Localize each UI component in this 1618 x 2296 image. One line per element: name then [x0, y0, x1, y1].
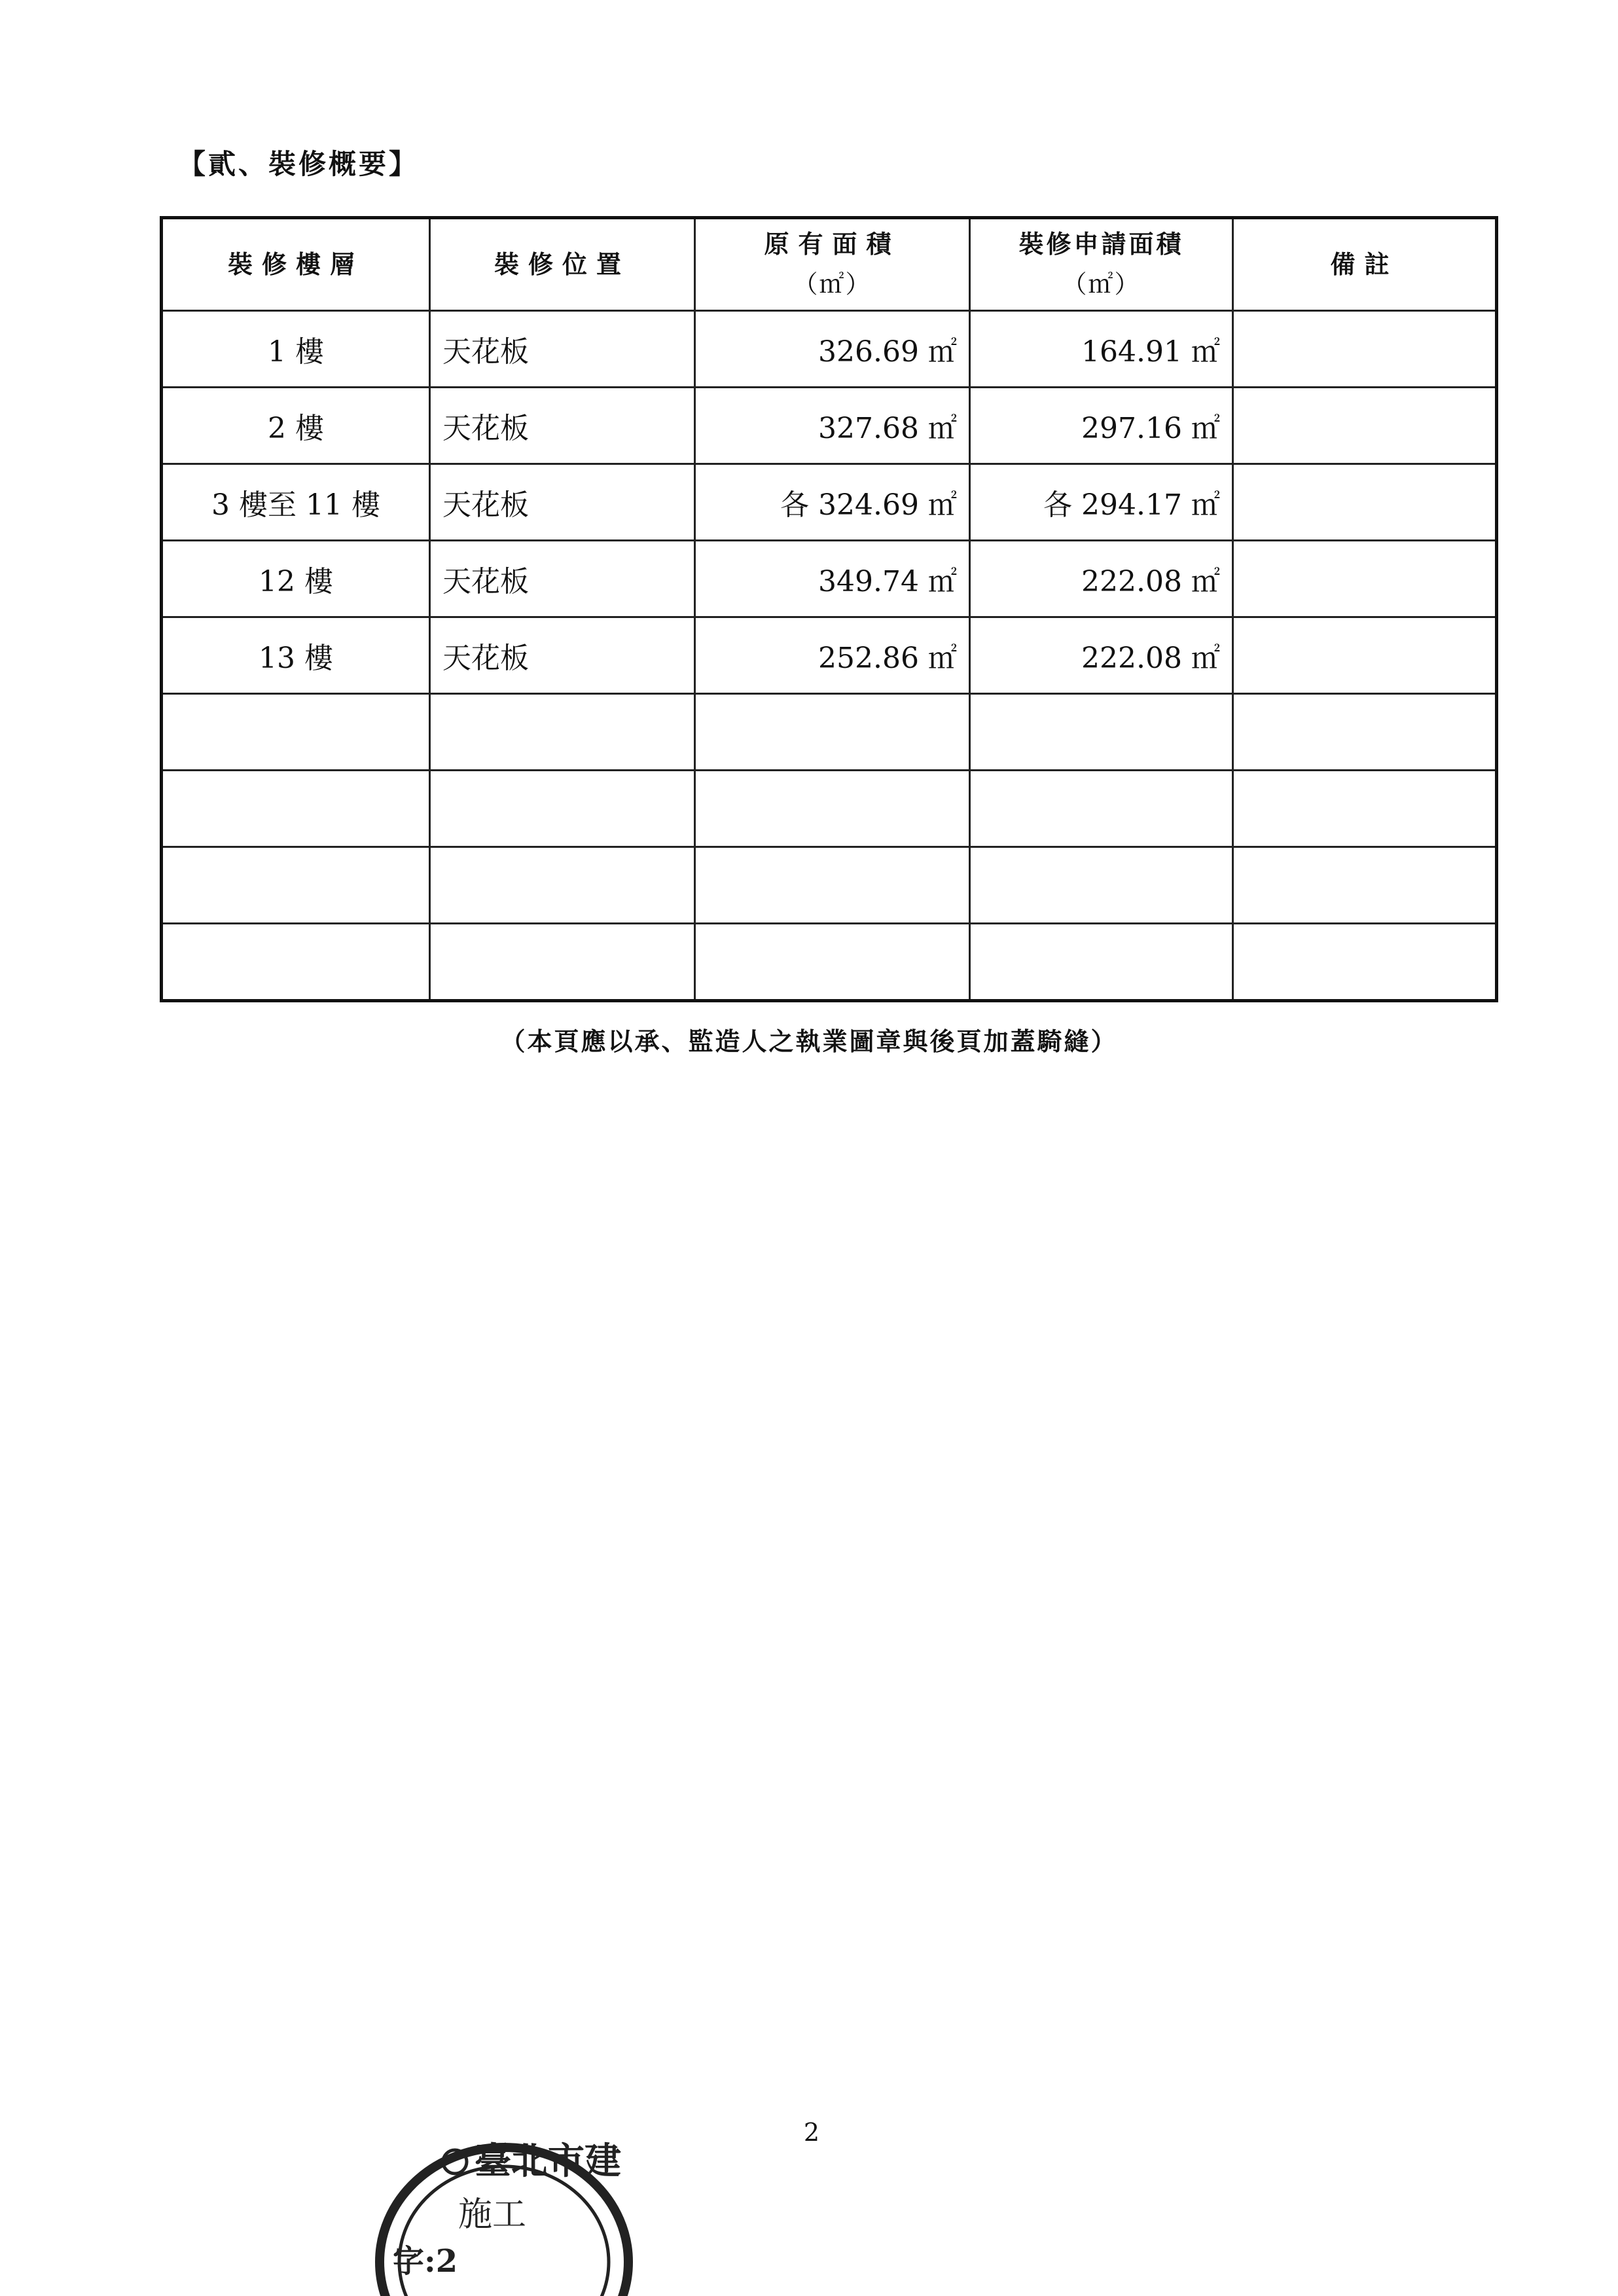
cell-applied-area: 各 294.17 ㎡ [970, 464, 1233, 541]
official-seal-graphic [367, 2108, 641, 2296]
seal-side-text: 字:2 [393, 2243, 458, 2280]
cell-floor [162, 924, 430, 1001]
cell-floor: 13 樓 [162, 617, 430, 694]
cell-location: 天花板 [430, 617, 695, 694]
cell-original-area [695, 694, 970, 771]
cell-applied-area: 222.08 ㎡ [970, 617, 1233, 694]
cell-original-area: 326.69 ㎡ [695, 311, 970, 388]
cell-applied-area: 164.91 ㎡ [970, 311, 1233, 388]
cell-original-area: 252.86 ㎡ [695, 617, 970, 694]
header-applied-area-label: 裝修申請面積 [1018, 229, 1184, 259]
header-original-area-label: 原有面積 [764, 229, 901, 259]
header-applied-area-unit: （㎡） [1062, 270, 1141, 299]
table-row [162, 388, 1497, 464]
cell-floor: 3 樓至 11 樓 [162, 464, 430, 541]
cell-applied-area [970, 694, 1233, 771]
cell-applied-area [970, 924, 1233, 1001]
cell-original-area [695, 847, 970, 924]
cell-applied-area: 297.16 ㎡ [970, 388, 1233, 464]
cell-floor: 1 樓 [162, 311, 430, 388]
official-seal [367, 2108, 641, 2296]
cell-location: 天花板 [430, 311, 695, 388]
cell-original-area: 349.74 ㎡ [695, 541, 970, 617]
table-row [162, 924, 1497, 1001]
page-number: 2 [803, 2118, 820, 2147]
section-heading: 【貳、裝修概要】 [178, 148, 420, 180]
header-remarks: 備註 [1233, 218, 1497, 311]
cell-location [430, 924, 695, 1001]
cell-applied-area [970, 771, 1233, 847]
cell-original-area [695, 771, 970, 847]
cell-remarks [1233, 541, 1497, 617]
cell-applied-area [970, 847, 1233, 924]
table-row [162, 541, 1497, 617]
header-floor: 裝修樓層 [162, 218, 430, 311]
cell-floor: 2 樓 [162, 388, 430, 464]
table-row [162, 694, 1497, 771]
seam-stamp-note: （本頁應以承、監造人之執業圖章與後頁加蓋騎縫） [500, 1027, 1118, 1056]
cell-remarks [1233, 924, 1497, 1001]
cell-remarks [1233, 694, 1497, 771]
table-row [162, 617, 1497, 694]
header-applied-area [970, 218, 1233, 311]
cell-location [430, 847, 695, 924]
cell-location: 天花板 [430, 541, 695, 617]
header-original-area [695, 218, 970, 311]
cell-floor [162, 771, 430, 847]
header-location: 裝修位置 [430, 218, 695, 311]
seal-inner-text: 施工 [458, 2195, 527, 2234]
renovation-summary-table [160, 216, 1498, 1002]
cell-location: 天花板 [430, 388, 695, 464]
cell-remarks [1233, 847, 1497, 924]
cell-applied-area: 222.08 ㎡ [970, 541, 1233, 617]
table-row [162, 847, 1497, 924]
table-row [162, 464, 1497, 541]
cell-original-area: 各 324.69 ㎡ [695, 464, 970, 541]
cell-floor: 12 樓 [162, 541, 430, 617]
cell-remarks [1233, 617, 1497, 694]
cell-location: 天花板 [430, 464, 695, 541]
cell-floor [162, 694, 430, 771]
cell-floor [162, 847, 430, 924]
table-row [162, 311, 1497, 388]
cell-remarks [1233, 388, 1497, 464]
cell-location [430, 771, 695, 847]
cell-remarks [1233, 771, 1497, 847]
cell-remarks [1233, 311, 1497, 388]
seal-text: 臺北市建 [475, 2140, 621, 2183]
table-header-row [162, 218, 1497, 311]
cell-location [430, 694, 695, 771]
table-row [162, 771, 1497, 847]
cell-original-area: 327.68 ㎡ [695, 388, 970, 464]
cell-original-area [695, 924, 970, 1001]
header-original-area-unit: （㎡） [793, 270, 872, 299]
cell-remarks [1233, 464, 1497, 541]
